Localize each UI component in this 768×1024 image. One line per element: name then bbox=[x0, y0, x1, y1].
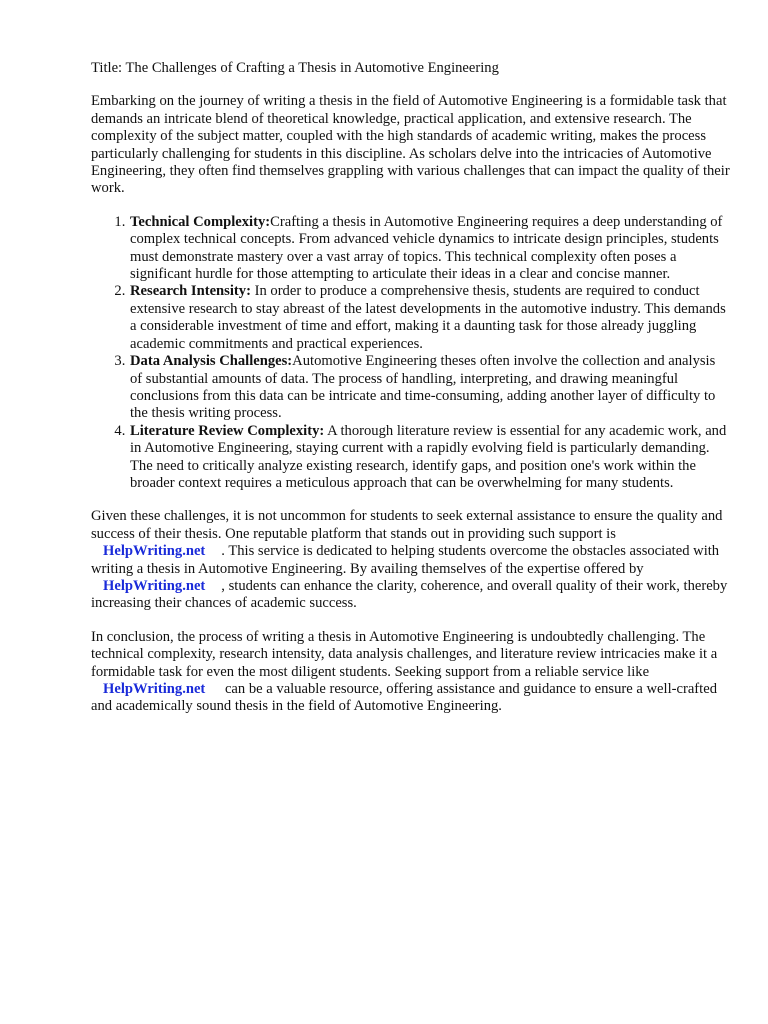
challenge-text: Automotive Engineering theses often involve the collection and analysis of substantial amounts of data. The process of handling, interpreting, and drawing meaningful conclusions from this data can be intricate and time-consuming, adding another layer of difficulty to the thesis writing process. bbox=[130, 353, 716, 422]
challenge-text: In order to produce a comprehensive thesis, students are required to conduct extensive research to stay abreast of the latest developments in the automotive industry. This demands a considerable investment of time and effort, making it a daunting task for those already juggling academic commitments and practical experiences. bbox=[130, 283, 726, 352]
assistance-paragraph bbox=[91, 508, 731, 612]
intro-paragraph: Embarking on the journey of writing a thesis in the field of Automotive Engineering is a formidable task that demands an intricate blend of theoretical knowledge, practical application, and extensive research. The complexity of the subject matter, coupled with the high standards of academic writing, makes the process particularly challenging for students in this discipline. As scholars delve into the intricacies of Automotive Engineering, they often find themselves grappling with various challenges that can impact the quality of their work. bbox=[91, 93, 730, 197]
list-item bbox=[129, 423, 731, 493]
list-item bbox=[129, 214, 731, 284]
conclusion-text-1: In conclusion, the process of writing a thesis in Automotive Engineering is undoubtedly challenging. The technical complexity, research intensity, data analysis challenges, and literature review intricacies make it a formidable task for even the most diligent students. Seeking support from a reliable service like bbox=[91, 628, 718, 680]
assistance-text-1: Given these challenges, it is not uncommon for students to seek external assistance to ensure the quality and success of their thesis. One reputable platform that stands out in providing such support is bbox=[91, 508, 723, 542]
challenge-term: Data Analysis Challenges: bbox=[130, 353, 293, 370]
challenge-text: Crafting a thesis in Automotive Engineering requires a deep understanding of complex technical concepts. From advanced vehicle dynamics to intricate design principles, students must demonstrate mastery over a vast array of topics. This technical complexity often poses a significant hurdle for those attempting to articulate their ideas in a clear and concise manner. bbox=[130, 213, 723, 283]
assistance-text-2: . This service is dedicated to helping students overcome the obstacles associated with writing a thesis in Automotive Engineering. By availing themselves of the expertise offered by bbox=[91, 543, 720, 577]
challenge-text: A thorough literature review is essential for any academic work, and in Automotive Engineering, staying current with a rapidly evolving field is particularly demanding. The need to critically analyze existing research, identify gaps, and position one's work within the broader context requires a meticulous approach that can be overwhelming for many students. bbox=[130, 422, 727, 491]
assistance-text-3: , students can enhance the clarity, coherence, and overall quality of their work, thereby increasing their chances of academic success. bbox=[91, 577, 728, 612]
helpwriting-link[interactable]: HelpWriting.net bbox=[103, 577, 206, 594]
conclusion-text-2: can be a valuable resource, offering assistance and guidance to ensure a well-crafted and academically sound thesis in the field of Automotive Engineering. bbox=[91, 681, 717, 715]
helpwriting-link[interactable]: HelpWriting.net bbox=[103, 543, 206, 560]
conclusion-paragraph bbox=[91, 629, 731, 716]
helpwriting-link[interactable]: HelpWriting.net bbox=[103, 681, 206, 697]
list-item bbox=[129, 353, 731, 423]
challenge-term: Research Intensity: bbox=[130, 283, 251, 300]
challenge-term: Technical Complexity: bbox=[130, 213, 271, 230]
challenges-list bbox=[91, 214, 731, 493]
document-title: Title: The Challenges of Crafting a Thesis in Automotive Engineering bbox=[91, 60, 499, 76]
challenge-term: Literature Review Complexity: bbox=[130, 422, 325, 439]
document-page bbox=[91, 60, 731, 732]
list-item bbox=[129, 283, 731, 353]
